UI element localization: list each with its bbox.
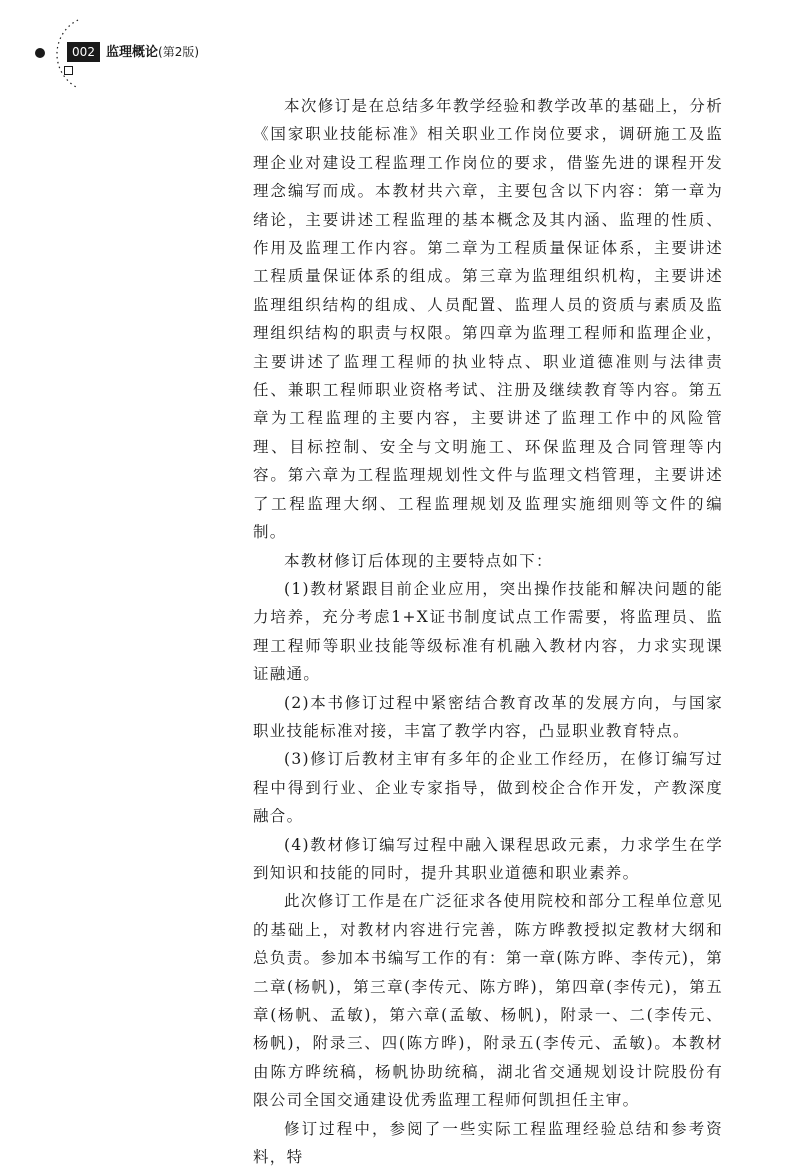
running-head-title — [106, 43, 199, 62]
paragraph-feature-1: (1)教材紧跟目前企业应用，突出操作技能和解决问题的能力培养，充分考虑1+X证书制度试点工作需要，将监理员、监理工程师等职业技能等级标准有机融入教材内容，力求实现课证融通。 — [253, 579, 723, 684]
bullet-dot-icon — [35, 48, 45, 58]
body-text — [253, 92, 723, 1171]
page-number: 002 — [67, 42, 100, 62]
book-edition: (第2版) — [158, 45, 200, 59]
paragraph-feature-3: (3)修订后教材主审有多年的企业工作经历，在修订编写过程中得到行业、企业专家指导，做到校企合作开发，产教深度融合。 — [253, 750, 723, 826]
paragraph-features-intro: 本教材修订后体现的主要特点如下： — [284, 551, 553, 570]
page-header — [0, 0, 790, 100]
book-title: 监理概论 — [106, 45, 159, 60]
paragraph-feature-4: (4)教材修订编写过程中融入课程思政元素，力求学生在学到知识和技能的同时，提升其职业道德和职业素养。 — [253, 835, 723, 882]
paragraph-chapter-overview: 本次修订是在总结多年教学经验和教学改革的基础上，分析《国家职业技能标准》相关职业工作岗位要求，调研施工及监理企业对建设工程监理工作岗位的要求，借鉴先进的课程开发理念编写而成。本教材共六章，主要包含以下内容：第一章为绪论，主要讲述工程监理的基本概念及其内涵、监理的性质、作用及监理工作内容。第二章为工程质量保证体系，主要讲述工程质量保证体系的组成。第三章为监理组织机构，主要讲述监理组织结构的组成、人员配置、监理人员的资质与素质及监理组织结构的职责与权限。第四章为监理工程师和监理企业，主要讲述了监理工程师的执业特点、职业道德准则与法律责任、兼职工程师职业资格考试、注册及继续教育等内容。第五章为工程监理的主要内容，主要讲述了监理工作中的风险管理、目标控制、安全与文明施工、环保监理及合同管理等内容。第六章为工程监理规划性文件与监理文档管理，主要讲述了工程监理大纲、工程监理规划及监理实施细则等文件的编制。 — [253, 97, 723, 542]
paragraph-authors: 此次修订工作是在广泛征求各使用院校和部分工程单位意见的基础上，对教材内容进行完善，陈方晔教授拟定教材大纲和总负责。参加本书编写工作的有：第一章(陈方晔、李传元)，第二章(杨帆)，第三章(李传元、陈方晔)，第四章(李传元)，第五章(杨帆、孟敏)，第六章(孟敏、杨帆)，附录一、二(李传元、杨帆)，附录三、四(陈方晔)，附录五(李传元、孟敏)。本教材由陈方晔统稿，杨帆协助统稿，湖北省交通规划设计院股份有限公司全国交通建设优秀监理工程师何凯担任主审。 — [253, 892, 723, 1110]
paragraph-feature-2: (2)本书修订过程中紧密结合教育改革的发展方向，与国家职业技能标准对接，丰富了教学内容，凸显职业教育特点。 — [253, 693, 723, 740]
square-marker-icon — [64, 66, 73, 75]
paragraph-acknowledgement: 修订过程中，参阅了一些实际工程监理经验总结和参考资料，特 — [253, 1119, 723, 1167]
